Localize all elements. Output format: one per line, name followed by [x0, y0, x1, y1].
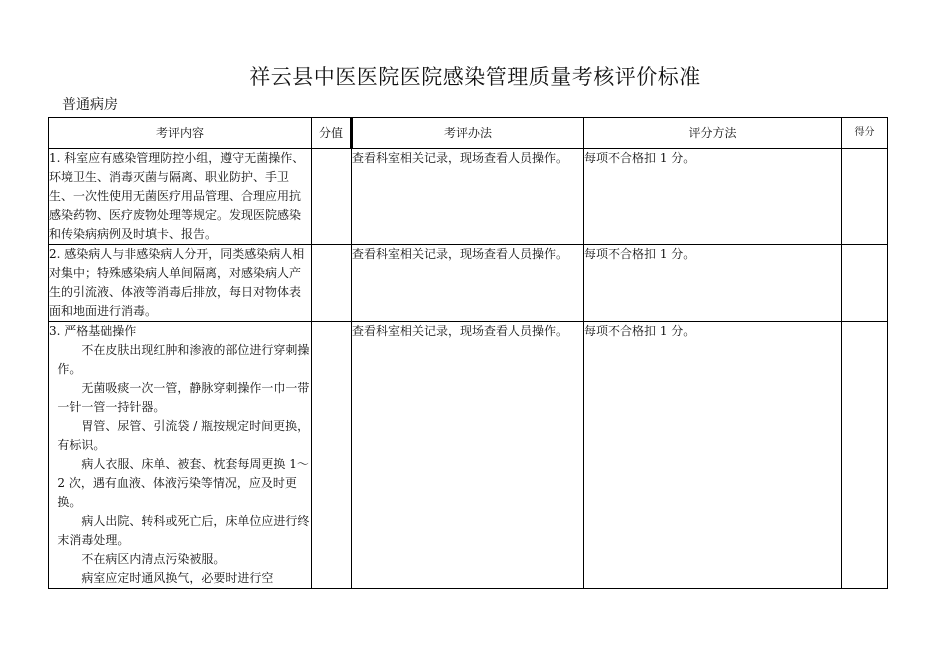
content-item: 病室应定时通风换气，必要时进行空	[81, 571, 274, 585]
row-scoring-cell: 每项不合格扣 1 分。	[584, 245, 842, 322]
row-method-cell: 查看科室相关记录，现场查看人员操作。	[352, 245, 584, 322]
row-score-cell	[842, 149, 888, 245]
table-row	[49, 149, 888, 245]
row-scoring-cell: 每项不合格扣 1 分。	[584, 149, 842, 245]
row-method-cell: 查看科室相关记录，现场查看人员操作。	[352, 322, 584, 589]
table-header-row	[49, 118, 888, 149]
content-item: 不在皮肤出现红肿和渗液的部位进行穿刺操作。	[57, 343, 310, 376]
table-row	[49, 245, 888, 322]
content-lead: 3. 严格基础操作	[49, 324, 137, 338]
content-item: 无菌吸痰一次一管，静脉穿刺操作一巾一带一针一管一持针器。	[57, 381, 310, 414]
content-item: 胃管、尿管、引流袋 / 瓶按规定时间更换，有标识。	[57, 419, 310, 452]
content-item: 病人出院、转科或死亡后，床单位应进行终末消毒处理。	[57, 514, 310, 547]
row-points-cell	[312, 149, 352, 245]
header-score: 得分	[842, 118, 888, 149]
header-content: 考评内容	[49, 118, 312, 149]
header-scoring: 评分方法	[584, 118, 842, 149]
evaluation-table	[48, 117, 888, 589]
row-content-cell: 2. 感染病人与非感染病人分开，同类感染病人相对集中；特殊感染病人单间隔离，对感染病人产生的引流液、体液等消毒后排放，每日对物体表面和地面进行消毒。	[49, 245, 312, 322]
row-content-cell	[49, 322, 312, 589]
row-points-cell	[312, 245, 352, 322]
row-points-cell	[312, 322, 352, 589]
table-row	[49, 322, 888, 589]
row-method-cell: 查看科室相关记录，现场查看人员操作。	[352, 149, 584, 245]
page-title: 祥云县中医医院医院感染管理质量考核评价标准	[249, 65, 701, 89]
header-points: 分值	[312, 118, 352, 149]
row-content-cell: 1. 科室应有感染管理防控小组，遵守无菌操作、环境卫生、消毒灭菌与隔离、职业防护、手卫生、一次性使用无菌医疗用品管理、合理应用抗感染药物、医疗废物处理等规定。发现医院感染和传染病病例及时填卡、报告。	[49, 149, 312, 245]
row-scoring-cell: 每项不合格扣 1 分。	[584, 322, 842, 589]
content-item: 病人衣服、床单、被套、枕套每周更换 1～2 次，遇有血液、体液污染等情况，应及时更换。	[57, 457, 309, 509]
ward-type-subtitle: 普通病房	[62, 97, 118, 113]
row-score-cell	[842, 322, 888, 589]
row-score-cell	[842, 245, 888, 322]
header-method: 考评办法	[352, 118, 584, 149]
content-item: 不在病区内清点污染被服。	[81, 552, 226, 566]
